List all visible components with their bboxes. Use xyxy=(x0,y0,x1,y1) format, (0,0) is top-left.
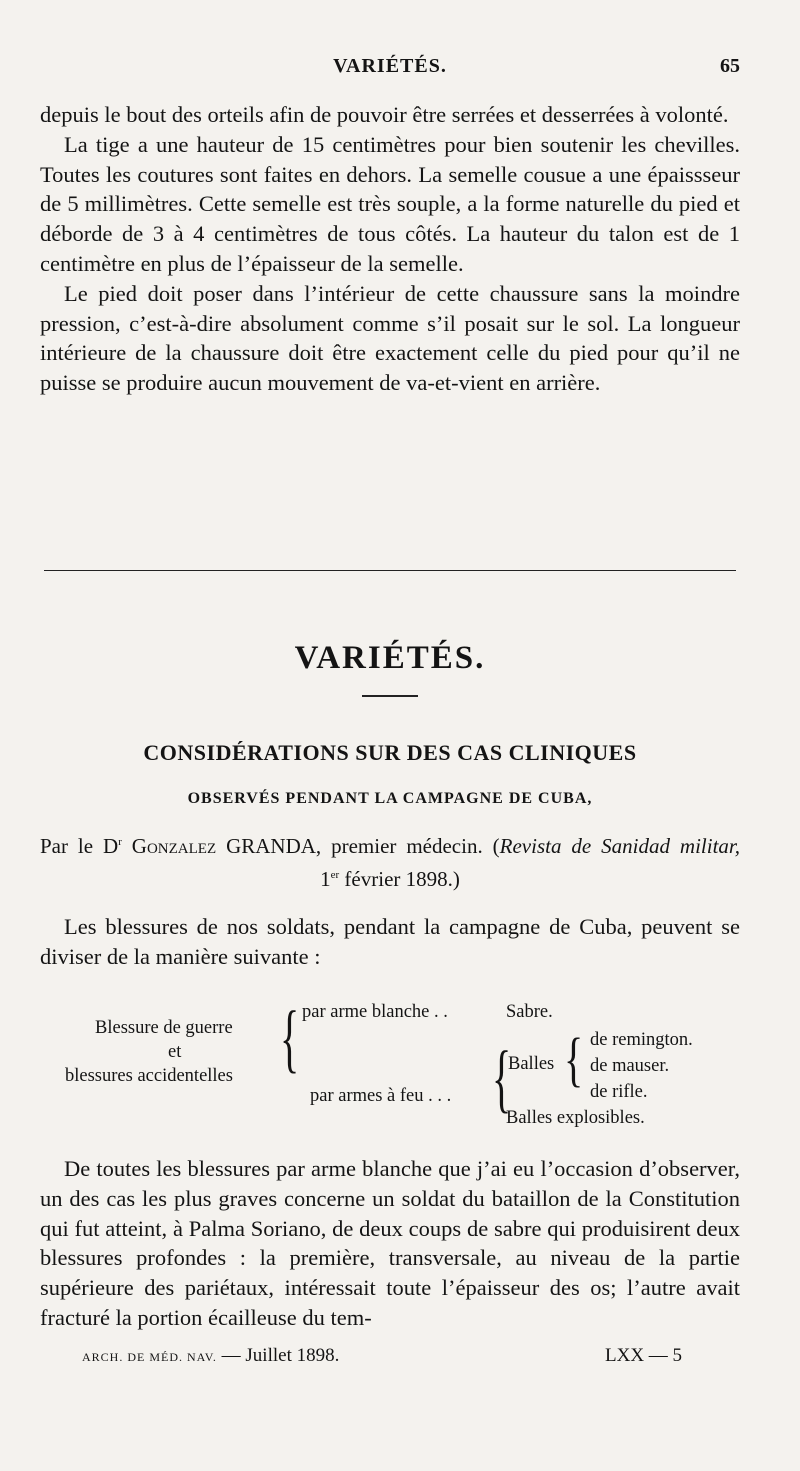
byline-prefix: Par le D xyxy=(40,834,119,858)
paragraph: Le pied doit poser dans l’intérieur de cette chaussure sans la moindre pression, c’est-à-dire absolument comme s’il posait sur le sol. La longueur intérieure de la chaussure doit être exactement celle du pied pour qu’il ne puisse se produire aucun mouvement de va-et-vient en arrière. xyxy=(40,280,740,396)
footer-date: — Juillet 1898. xyxy=(216,1345,340,1366)
paragraph: depuis le bout des orteils afin de pouvoir être serrées et desserrées à volonté. xyxy=(40,102,729,127)
sabre: Sabre. xyxy=(506,1002,553,1022)
page xyxy=(40,0,740,1471)
arme-blanche: par arme blanche . . xyxy=(302,1002,448,1022)
paragraph: De toutes les blessures par arme blanche que j’ai eu l’occasion d’observer, un des cas les plus graves concerne un soldat du bataillon de la Constitution qui fut atteint, à Palma Soriano, de deux coups de sabre qui produisirent deux blessures profondes : la première, transversale, au niveau de la partie supérieure des pariétaux, intéressait toute l’épaisseur des os; l’autre avait fracturé la portion écailleuse du tem- xyxy=(40,1156,740,1330)
date-day-sup: er xyxy=(330,869,340,881)
brace: { xyxy=(564,1025,584,1093)
title-rule xyxy=(362,695,418,697)
byline xyxy=(40,828,740,894)
page-footer xyxy=(40,1345,740,1375)
author-last: GRANDA xyxy=(226,834,316,858)
footer-journal: ARCH. DE MÉD. NAV. xyxy=(82,1350,217,1364)
rifle: de rifle. xyxy=(590,1082,648,1102)
source-journal: Revista de Sanidad militar, xyxy=(499,834,741,858)
page-number: 65 xyxy=(720,55,740,77)
paragraph: La tige a une hauteur de 15 centimètres pour bien soutenir les chevilles. Toutes les coutures sont faites en dehors. La semelle cousue a une épaissseur de 5 millimètres. Cette semelle est très souple, a la forme naturelle du pied et déborde de 3 à 4 centimètres de tous côtés. La hauteur du talon est de 1 centimètre en plus de l’épaisseur de la semelle. xyxy=(40,131,740,276)
paragraph: Les blessures de nos soldats, pendant la campagne de Cuba, peuvent se diviser de la manière suivante : xyxy=(40,914,740,969)
footer-volume: LXX — 5 xyxy=(605,1345,683,1366)
date-rest: février 1898.) xyxy=(339,867,460,891)
classification-table xyxy=(40,994,740,1133)
author-role: , premier médecin. ( xyxy=(315,834,500,858)
armes-a-feu: par armes à feu . . . xyxy=(310,1086,452,1106)
running-title: VARIÉTÉS. xyxy=(333,55,447,77)
article-subtitle: OBSERVÉS PENDANT LA CAMPAGNE DE CUBA, xyxy=(187,790,593,807)
balles-explosibles: Balles explosibles. xyxy=(506,1108,645,1128)
running-head xyxy=(40,55,740,85)
byline-prefix-sup: r xyxy=(118,836,122,848)
balles: Balles xyxy=(508,1054,555,1074)
brace: { xyxy=(492,1034,512,1121)
remington: de remington. xyxy=(590,1030,693,1050)
brace: { xyxy=(280,994,300,1081)
continuation-text xyxy=(40,100,740,398)
author-first: Gonzalez xyxy=(131,834,217,858)
section-title: VARIÉTÉS. xyxy=(294,640,486,676)
root-line-3: blessures accidentelles xyxy=(65,1066,233,1086)
body-text xyxy=(40,1154,740,1333)
intro-text xyxy=(40,912,740,972)
root-line-1: Blessure de guerre xyxy=(95,1018,233,1038)
article-title: CONSIDÉRATIONS SUR DES CAS CLINIQUES xyxy=(143,740,637,765)
date-day: 1 xyxy=(320,867,331,891)
root-line-2: et xyxy=(168,1042,182,1062)
section-divider xyxy=(44,570,736,571)
mauser: de mauser. xyxy=(590,1056,670,1076)
